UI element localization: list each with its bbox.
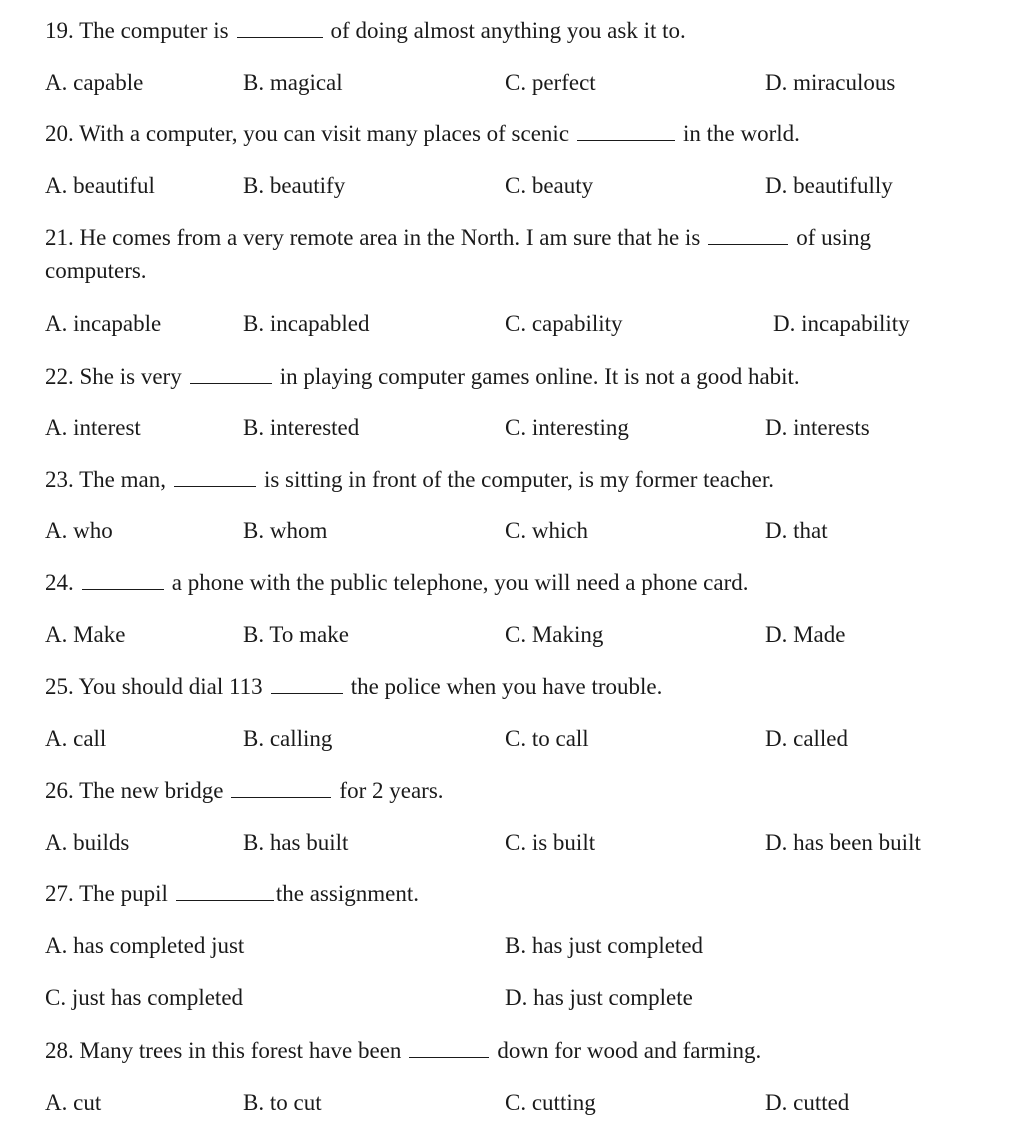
answer-blank <box>271 675 343 694</box>
question-text: 19. The computer is <box>45 18 229 43</box>
question-text: 25. You should dial 113 <box>45 674 263 699</box>
option-c: C. is built <box>505 830 596 855</box>
option-a: A. capable <box>45 70 144 95</box>
answer-blank <box>237 19 323 38</box>
question-21 <box>45 224 871 252</box>
option-b: B. interested <box>243 415 360 440</box>
question-19 <box>45 17 686 45</box>
question-text: 28. Many trees in this forest have been <box>45 1038 402 1063</box>
option-d: D. that <box>765 518 828 543</box>
option-a: A. beautiful <box>45 173 155 198</box>
option-d: D. incapability <box>773 311 910 336</box>
answer-blank <box>190 365 272 384</box>
option-a: A. builds <box>45 830 130 855</box>
question-23 <box>45 466 774 494</box>
option-c: C. Making <box>505 622 604 647</box>
option-b: B. beautify <box>243 173 346 198</box>
option-c: C. beauty <box>505 173 594 198</box>
question-24 <box>45 569 749 597</box>
answer-blank <box>708 226 788 245</box>
option-c: C. cutting <box>505 1090 596 1115</box>
question-text: 20. With a computer, you can visit many places of scenic <box>45 121 570 146</box>
option-c: C. perfect <box>505 70 596 95</box>
question-text: the assignment. <box>275 881 419 906</box>
option-d: D. miraculous <box>765 70 896 95</box>
question-25 <box>45 673 662 701</box>
option-b: B. magical <box>243 70 343 95</box>
question-21-continuation: computers. <box>45 258 147 283</box>
question-26 <box>45 777 444 805</box>
option-b: B. has just completed <box>505 933 704 958</box>
question-text: a phone with the public telephone, you will need a phone card. <box>171 570 749 595</box>
option-d: D. has just complete <box>505 985 693 1010</box>
question-text: 24. <box>45 570 74 595</box>
answer-blank <box>174 468 256 487</box>
question-28 <box>45 1037 761 1065</box>
option-d: D. Made <box>765 622 846 647</box>
option-d: D. beautifully <box>765 173 893 198</box>
question-text: 27. The pupil <box>45 881 168 906</box>
option-a: A. who <box>45 518 113 543</box>
question-22 <box>45 363 800 391</box>
question-text: 23. The man, <box>45 467 166 492</box>
option-b: B. To make <box>243 622 349 647</box>
option-b: B. to cut <box>243 1090 322 1115</box>
option-b: B. whom <box>243 518 328 543</box>
option-d: D. has been built <box>765 830 921 855</box>
option-c: C. which <box>505 518 589 543</box>
option-d: D. interests <box>765 415 870 440</box>
option-c: C. interesting <box>505 415 629 440</box>
option-a: A. Make <box>45 622 126 647</box>
answer-blank <box>82 571 164 590</box>
question-text: down for wood and farming. <box>497 1038 762 1063</box>
option-b: B. calling <box>243 726 333 751</box>
option-c: C. just has completed <box>45 985 244 1010</box>
option-a: A. cut <box>45 1090 102 1115</box>
question-text: for 2 years. <box>339 778 444 803</box>
option-a: A. interest <box>45 415 141 440</box>
question-20 <box>45 120 800 148</box>
option-d: D. cutted <box>765 1090 850 1115</box>
question-text: of using <box>796 225 872 250</box>
option-a: A. has completed just <box>45 933 245 958</box>
answer-blank <box>176 882 274 901</box>
option-d: D. called <box>765 726 849 751</box>
question-text: in playing computer games online. It is not a good habit. <box>279 364 800 389</box>
option-c: C. to call <box>505 726 589 751</box>
question-text: 26. The new bridge <box>45 778 224 803</box>
question-text: is sitting in front of the computer, is my former teacher. <box>263 467 775 492</box>
question-text: 22. She is very <box>45 364 182 389</box>
option-b: B. has built <box>243 830 349 855</box>
option-a: A. call <box>45 726 107 751</box>
question-text: 21. He comes from a very remote area in the North. I am sure that he is <box>45 225 701 250</box>
question-text: the police when you have trouble. <box>350 674 663 699</box>
question-text: in the world. <box>683 121 800 146</box>
answer-blank <box>577 122 675 141</box>
option-c: C. capability <box>505 311 623 336</box>
option-b: B. incapabled <box>243 311 370 336</box>
option-a: A. incapable <box>45 311 162 336</box>
answer-blank <box>231 779 331 798</box>
question-text: of doing almost anything you ask it to. <box>330 18 686 43</box>
question-27 <box>45 880 419 908</box>
answer-blank <box>409 1039 489 1058</box>
